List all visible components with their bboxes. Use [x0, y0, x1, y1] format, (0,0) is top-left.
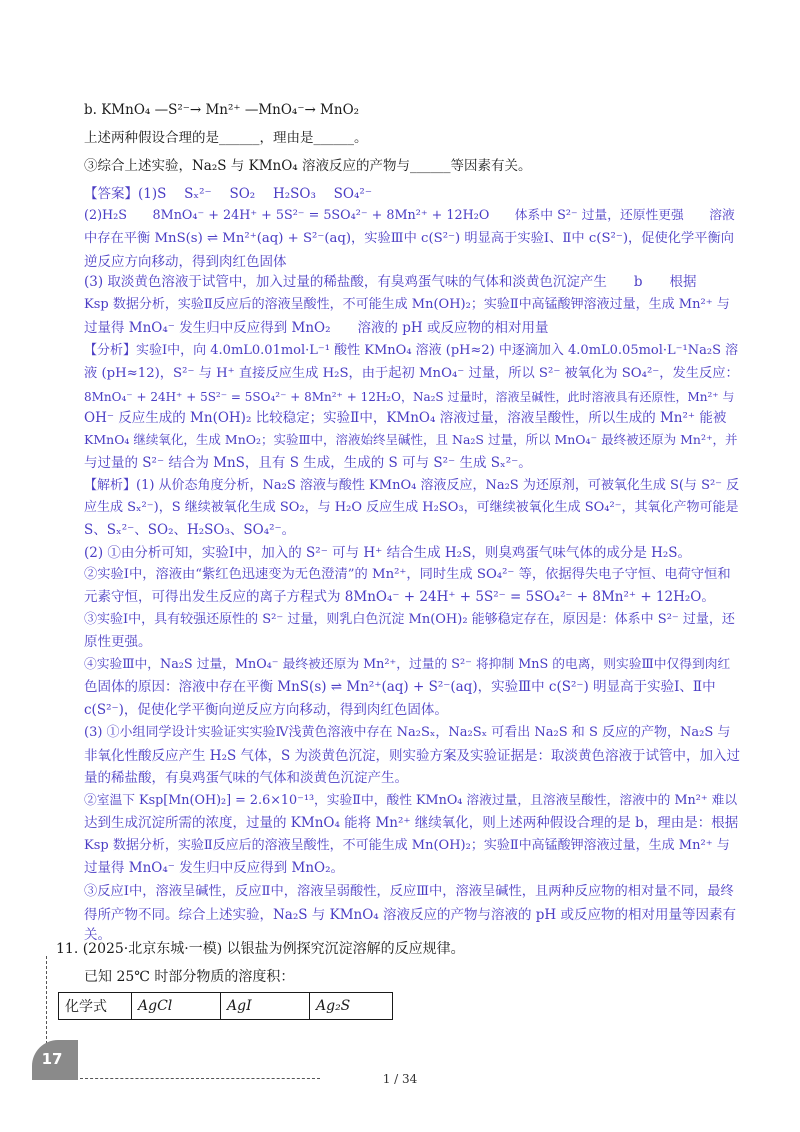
text-line: ②实验Ⅰ中，溶液由“紫红色迅速变为无色澄清”的 Mn²⁺，同时生成 SO₄²⁻ 等，依据得失电子守恒、电荷守恒和 [84, 567, 731, 582]
ksp-intro-text: 已知 25℃ 时部分物质的溶度积： [84, 969, 295, 985]
text-line: 原性更强。 [84, 634, 152, 650]
text-line: 应生成 Sₓ²⁻)，S 继续被氧化生成 SO₂，与 H₂O 反应生成 H₂SO₃，可继续被氧化生成 SO₄²⁻，其氧化产物可能是 [84, 500, 739, 515]
text-line: (2)H₂S 8MnO₄⁻ + 24H⁺ + 5S²⁻ = 5SO₄²⁻ + 8Mn²⁺ + 12H₂O 体系中 S²⁻ 过量，还原性更强 溶液 [84, 208, 735, 223]
text-line: Ksp 数据分析，实验Ⅱ反应后的溶液呈酸性，不可能生成 Mn(OH)₂；实验Ⅱ中高锰酸钾溶液过量，生成 Mn²⁺ 与 [84, 297, 730, 312]
margin-dashed-vertical [46, 956, 47, 1044]
question-11-heading: 11. (2025·北京东城·一模) 以银盐为例探究沉淀溶解的反应规律。 [56, 941, 465, 957]
table-row [59, 993, 393, 1020]
text-line: 【解析】(1) 从价态角度分析，Na₂S 溶液与酸性 KMnO₄ 溶液反应，Na₂S 为还原剂，可被氧化生成 S(与 S²⁻ 反 [84, 478, 740, 493]
text-line: 达到生成沉淀所需的浓度，过量的 KMnO₄ 能将 Mn²⁺ 继续氧化，则上述两种假设合理的是 b，理由是：根据 [84, 815, 739, 831]
text-line: 8MnO₄⁻ + 24H⁺ + 5S²⁻ = 5SO₄²⁻ + 8Mn²⁺ + 12H₂O，Na₂S 过量时，溶液呈碱性，此时溶液具有还原性，Mn²⁺ 与 [84, 390, 735, 404]
text-line: ④实验Ⅲ中，Na₂S 过量，MnO₄⁻ 最终被还原为 Mn²⁺，过量的 S²⁻ 将抑制 MnS 的电离，则实验Ⅲ中仅得到肉红 [84, 657, 731, 672]
text-line: 过量得 MnO₄⁻ 发生归中反应得到 MnO₂。 [84, 860, 344, 876]
text-line: 【分析】实验Ⅰ中，向 4.0mL0.01mol·L⁻¹ 酸性 KMnO₄ 溶液 (pH≈2) 中逐滴加入 4.0mL0.05mol·L⁻¹Na₂S 溶 [84, 343, 739, 358]
text-line: 液 (pH≈12)，S²⁻ 与 H⁺ 直接反应生成 H₂S，由于起初 MnO₄⁻ 过量，所以 S²⁻ 被氧化为 SO₄²⁻，发生反应： [84, 366, 739, 381]
page-number: 1 / 34 [382, 1072, 418, 1086]
table-cell-ag2s: Ag₂S [310, 993, 393, 1020]
text-line: 与过量的 S²⁻ 结合为 MnS，且有 S 生成，生成的 S 可与 S²⁻ 生成 Sₓ²⁻。 [84, 455, 532, 471]
text-line: ③反应Ⅰ中，溶液呈碱性，反应Ⅱ中，溶液呈弱酸性，反应Ⅲ中，溶液呈碱性，且两种反应物的相对量不同，最终 [84, 884, 734, 899]
text-line: OH⁻ 反应生成的 Mn(OH)₂ 比较稳定；实验Ⅱ中，KMnO₄ 溶液过量，溶液呈酸性，所以生成的 Mn²⁺ 能被 [84, 410, 727, 426]
text-line: (3) 取淡黄色溶液于试管中，加入过量的稀盐酸，有臭鸡蛋气味的气体和淡黄色沉淀产生 b 根据 [84, 274, 697, 290]
text-line: 上述两种假设合理的是______，理由是______。 [84, 130, 368, 146]
text-line: KMnO₄ 继续氧化，生成 MnO₂；实验Ⅲ中，溶液始终呈碱性，且 Na₂S 过量，所以 MnO₄⁻ 最终被还原为 Mn²⁺，并 [84, 432, 738, 447]
text-line: c(S²⁻)，促使化学平衡向逆反应方向移动，得到肉红色固体。 [84, 702, 448, 718]
text-line: 得所产物不同。综合上述实验，Na₂S 与 KMnO₄ 溶液反应的产物与溶液的 pH 或反应物的相对用量等因素有 [84, 907, 736, 923]
text-line: ③综合上述实验，Na₂S 与 KMnO₄ 溶液反应的产物与______等因素有关。 [84, 158, 532, 174]
text-line: 过量得 MnO₄⁻ 发生归中反应得到 MnO₂ 溶液的 pH 或反应物的相对用量 [84, 320, 549, 336]
table-cell-formula-header: 化学式 [59, 993, 132, 1020]
text-line: 关。 [84, 927, 111, 943]
text-line: 色固体的原因：溶液中存在平衡 MnS(s) ⇌ Mn²⁺(aq) + S²⁻(aq)，实验Ⅲ中 c(S²⁻) 明显高于实验Ⅰ、Ⅱ中 [84, 679, 716, 695]
text-line: 逆反应方向移动，得到肉红色固体 [84, 254, 287, 270]
text-line: ②室温下 Ksp[Mn(OH)₂] = 2.6×10⁻¹³，实验Ⅱ中，酸性 KMnO₄ 溶液过量，且溶液呈酸性，溶液中的 Mn²⁺ 难以 [84, 793, 738, 808]
text-line: 量的稀盐酸，有臭鸡蛋气味的气体和淡黄色沉淀产生。 [84, 770, 408, 786]
text-line: S、Sₓ²⁻、SO₂、H₂SO₃、SO₄²⁻。 [84, 522, 296, 538]
text-line: 【答案】(1)S Sₓ²⁻ SO₂ H₂SO₃ SO₄²⁻ [84, 186, 372, 202]
page-badge-number: 17 [41, 1050, 63, 1068]
text-line: 元素守恒，可得出发生反应的离子方程式为 8MnO₄⁻ + 24H⁺ + 5S²⁻ = 5SO₄²⁻ + 8Mn²⁺ + 12H₂O。 [84, 589, 715, 605]
text-line: ③实验Ⅰ中，具有较强还原性的 S²⁻ 过量，则乳白色沉淀 Mn(OH)₂ 能够稳定存在，原因是：体系中 S²⁻ 过量，还 [84, 612, 735, 627]
text-line: (2) ①由分析可知，实验Ⅰ中，加入的 S²⁻ 可与 H⁺ 结合生成 H₂S，则臭鸡蛋气味气体的成分是 H₂S。 [84, 545, 692, 561]
text-line: (3) ①小组同学设计实验证实实验Ⅳ浅黄色溶液中存在 Na₂Sₓ，Na₂Sₓ 可看出 Na₂S 和 S 反应的产物，Na₂S 与 [84, 725, 731, 740]
text-line: 中存在平衡 MnS(s) ⇌ Mn²⁺(aq) + S²⁻(aq)，实验Ⅲ中 c(S²⁻) 明显高于实验Ⅰ、Ⅱ中 c(S²⁻)，促使化学平衡向 [84, 231, 734, 246]
table-cell-agi: AgI [221, 993, 310, 1020]
table-cell-agcl: AgCl [132, 993, 221, 1020]
text-line: Ksp 数据分析，实验Ⅱ反应后的溶液呈酸性，不可能生成 Mn(OH)₂；实验Ⅱ中高锰酸钾溶液过量，生成 Mn²⁺ 与 [84, 838, 730, 853]
text-line: 非氧化性酸反应产生 H₂S 气体，S 为淡黄色沉淀，则实验方案及实验证据是：取淡黄色溶液于试管中，加入过 [84, 748, 741, 764]
solubility-product-table [58, 992, 393, 1020]
text-line: b. KMnO₄ —S²⁻→ Mn²⁺ —MnO₄⁻→ MnO₂ [84, 102, 360, 118]
